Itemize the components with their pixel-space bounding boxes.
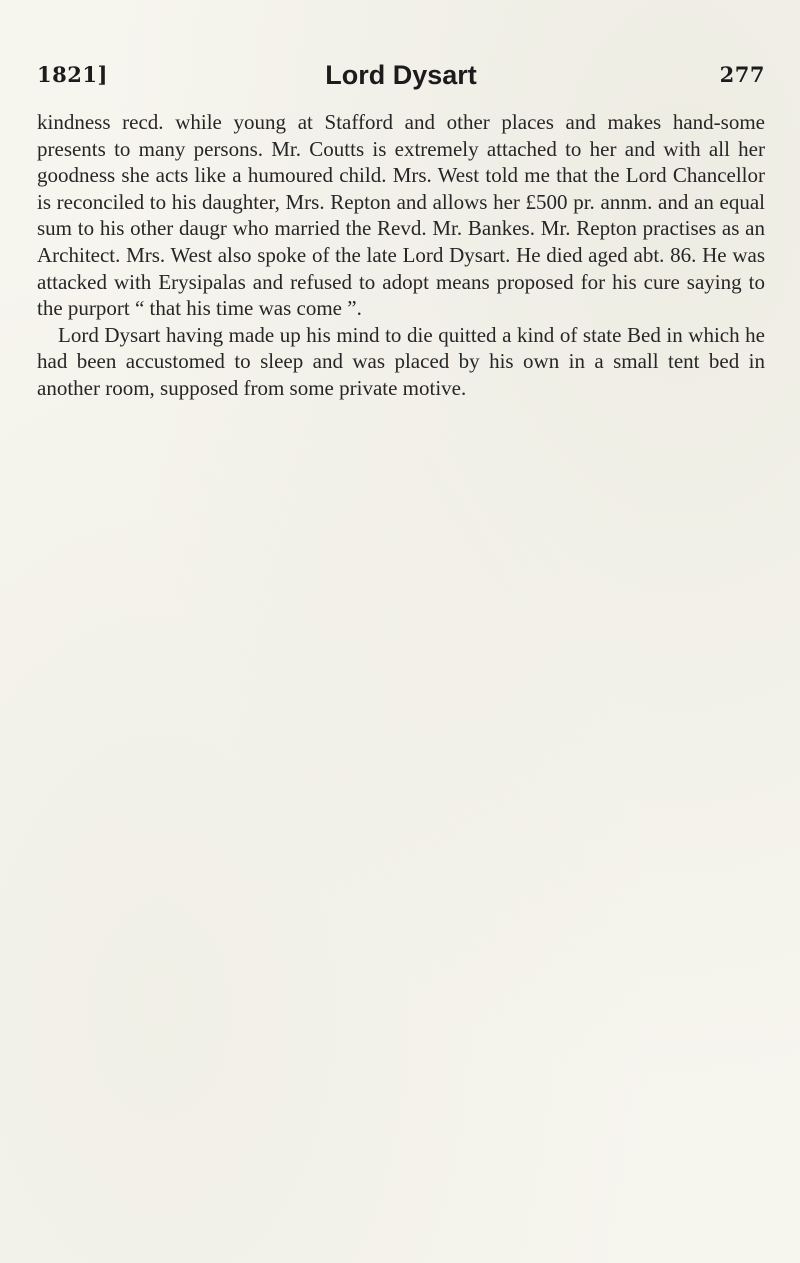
- paragraph-2: Lord Dysart having made up his mind to die quitted a kind of state Bed in which he had been accustomed to sleep and was placed by his own in a small tent bed in another room, supposed from some private motive.: [37, 322, 765, 400]
- running-head: [37, 62, 765, 98]
- body-text: [37, 109, 765, 402]
- page-number: 277: [719, 62, 765, 87]
- running-head-year: 1821]: [37, 62, 108, 87]
- paragraph-1: kindness recd. while young at Stafford and other places and makes hand-some presents to many persons. Mr. Coutts is extremely attached to her and with all her goodness she acts like a humoured child. Mrs. West told me that the Lord Chancellor is reconciled to his daughter, Mrs. Repton and allows her £500 pr. annm. and an equal sum to his other daugr who married the Revd. Mr. Bankes. Mr. Repton practises as an Architect. Mrs. West also spoke of the late Lord Dysart. He died aged abt. 86. He was attacked with Erysipalas and refused to adopt means proposed for his cure saying to the purport “ that his time was come ”.: [37, 110, 765, 321]
- running-head-title: Lord Dysart: [325, 60, 477, 90]
